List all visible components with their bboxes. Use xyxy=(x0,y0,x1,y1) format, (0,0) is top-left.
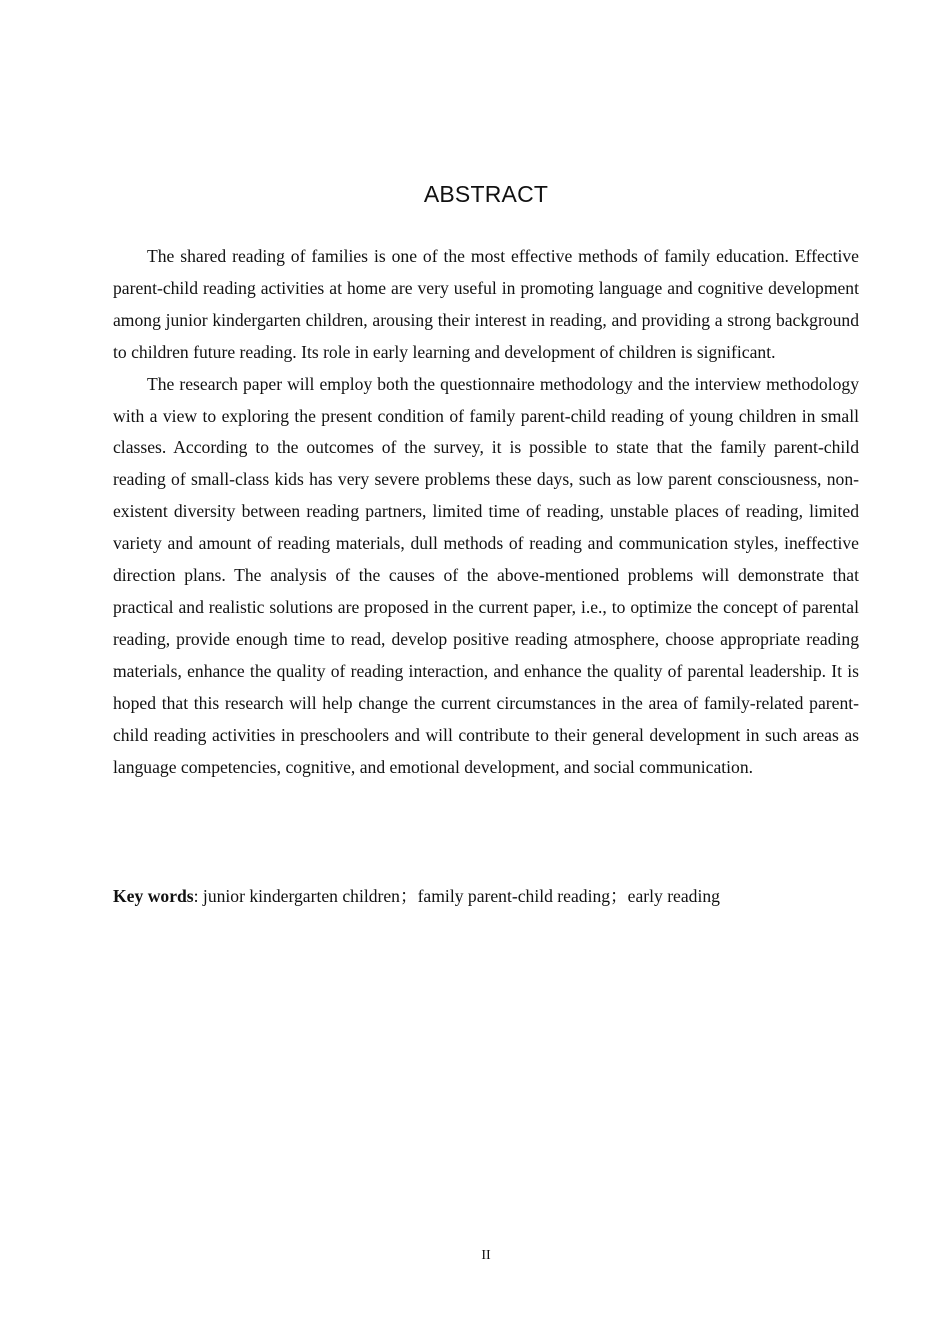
keywords-label: Key words xyxy=(113,886,194,906)
abstract-title: ABSTRACT xyxy=(423,181,549,207)
keywords-line xyxy=(113,880,859,912)
keywords-list: : junior kindergarten children；family parent-child reading；early reading xyxy=(193,886,720,906)
abstract-paragraph-2: The research paper will employ both the questionnaire methodology and the interview methodology with a view to exploring the present condition of family parent-child reading of young children in small classes. According to the outcomes of the survey, it is possible to state that the family parent-child reading of small-class kids has very severe problems these days, such as low parent consciousness, non-existent diversity between reading partners, limited time of reading, unstable places of reading, limited variety and amount of reading materials, dull methods of reading and communication styles, ineffective direction plans. The analysis of the causes of the above-mentioned problems will demonstrate that practical and realistic solutions are proposed in the current paper, i.e., to optimize the concept of parental reading, provide enough time to read, develop positive reading atmosphere, choose appropriate reading materials, enhance the quality of reading interaction, and enhance the quality of parental leadership. It is hoped that this research will help change the current circumstances in the area of family-related parent-child reading activities in preschoolers and will contribute to their general development in such areas as language competencies, cognitive, and emotional development, and social communication. xyxy=(113,373,859,777)
abstract-paragraph-1: The shared reading of families is one of the most effective methods of family education. Effective parent-child reading activities at home are very useful in promoting language and cognitive development among junior kindergarten children, arousing their interest in reading, and providing a strong background to children future reading. Its role in early learning and development of children is significant. xyxy=(113,246,859,362)
abstract-body xyxy=(113,241,859,783)
page-number: II xyxy=(481,1248,491,1263)
